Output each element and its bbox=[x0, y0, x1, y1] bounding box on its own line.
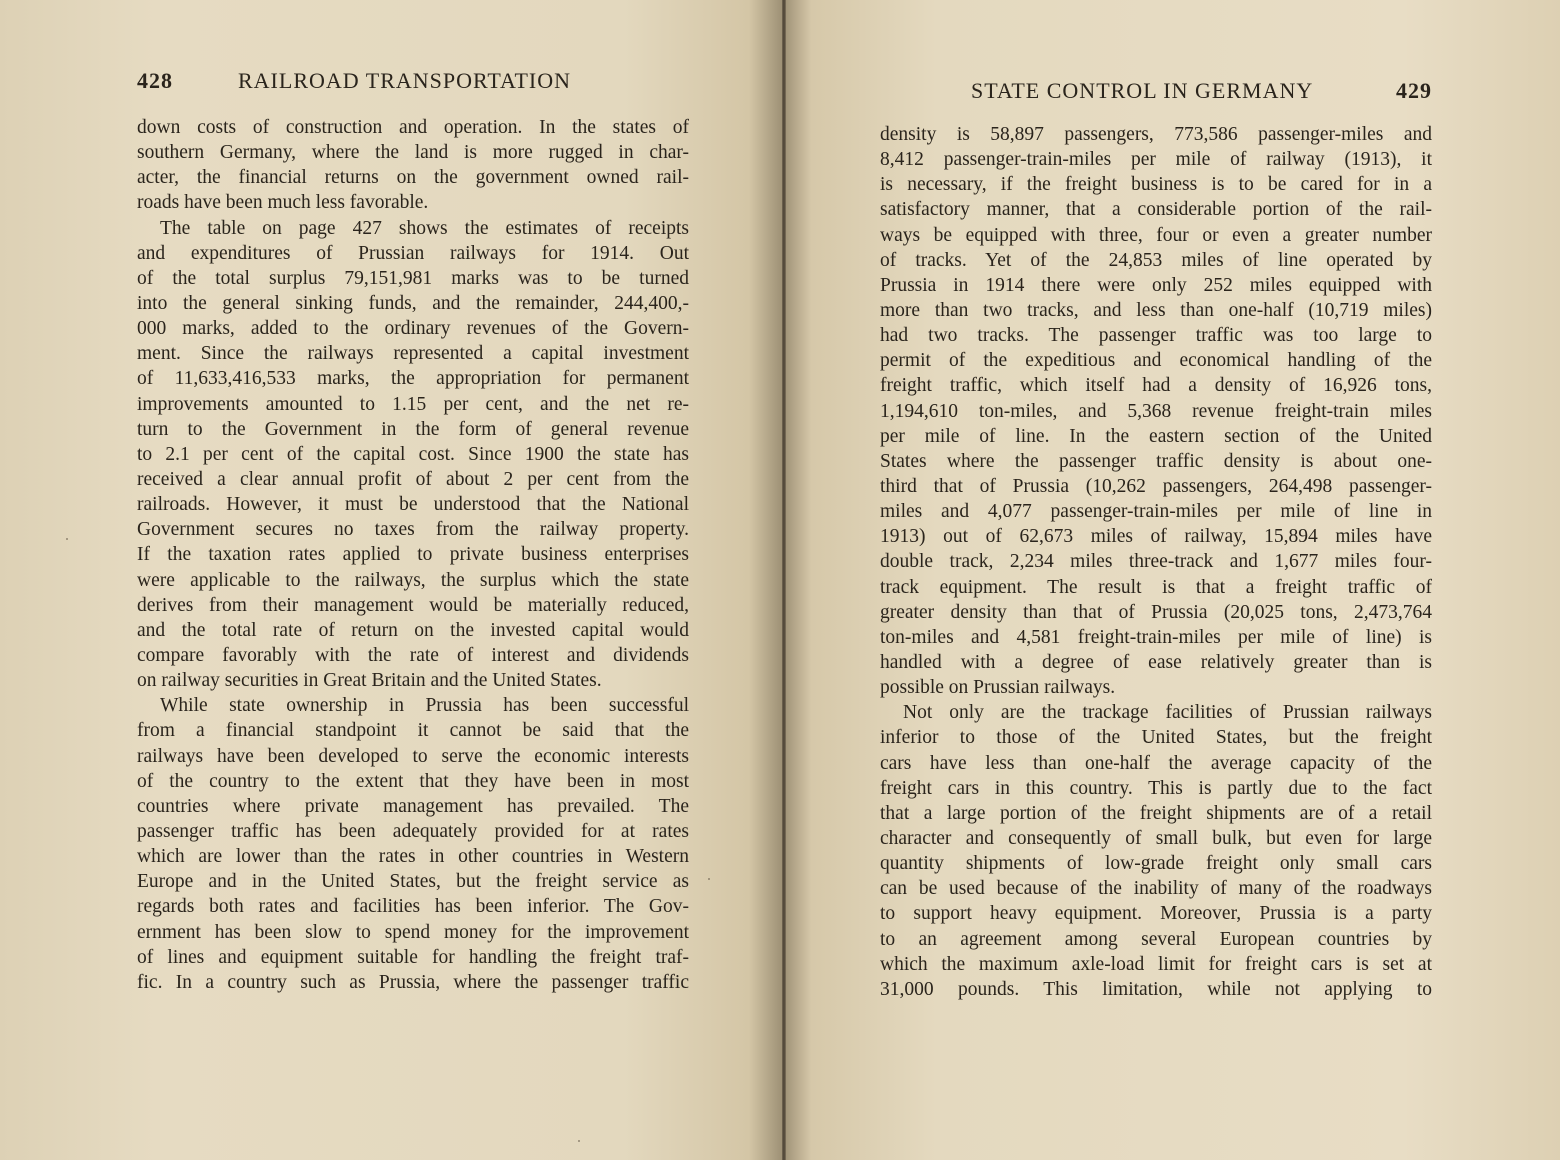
right-running-head: STATE CONTROL IN GERMANY bbox=[971, 78, 1314, 103]
paper-speck bbox=[578, 1140, 580, 1142]
text-line: ment. Since the railways represented a capital investment bbox=[137, 343, 689, 365]
left-page-number: 428 bbox=[137, 68, 173, 93]
text-line: freight traffic, which itself had a density of 16,926 tons, bbox=[880, 375, 1432, 397]
text-line: ways be equipped with three, four or even a greater number bbox=[880, 224, 1432, 246]
text-line: 1913) out of 62,673 miles of railway, 15,894 miles have bbox=[880, 526, 1432, 548]
text-line: track equipment. The result is that a freight traffic of bbox=[880, 576, 1432, 598]
text-line: derives from their management would be materially reduced, bbox=[137, 594, 689, 616]
text-line: fic. In a country such as Prussia, where the passenger traffic bbox=[137, 971, 689, 993]
right-page bbox=[788, 0, 1560, 1160]
text-line: had two tracks. The passenger traffic was too large to bbox=[880, 325, 1432, 347]
text-line: countries where private management has prevailed. The bbox=[137, 795, 689, 817]
text-line: greater density than that of Prussia (20,025 tons, 2,473,764 bbox=[880, 601, 1432, 623]
text-line: third that of Prussia (10,262 passengers, 264,498 passenger- bbox=[880, 475, 1432, 497]
text-line: to support heavy equipment. Moreover, Prussia is a party bbox=[880, 903, 1432, 925]
text-line: acter, the financial returns on the government owned rail- bbox=[137, 167, 689, 189]
text-line: roads have been much less favorable. bbox=[137, 192, 429, 214]
text-line: more than two tracks, and less than one-half (10,719 miles) bbox=[880, 299, 1432, 321]
text-line: ernment has been slow to spend money for the improvement bbox=[137, 921, 689, 943]
text-line: The table on page 427 shows the estimates of receipts bbox=[160, 217, 689, 239]
text-line: that a large portion of the freight shipments are of a retail bbox=[880, 802, 1432, 824]
text-line: satisfactory manner, that a considerable portion of the rail- bbox=[880, 199, 1432, 221]
text-line: quantity shipments of low-grade freight only small cars bbox=[880, 853, 1432, 875]
text-line: passenger traffic has been adequately provided for at rates bbox=[137, 820, 689, 842]
text-line: improvements amounted to 1.15 per cent, and the net re- bbox=[137, 393, 689, 415]
text-line: double track, 2,234 miles three-track and 1,677 miles four- bbox=[880, 551, 1432, 573]
text-line: per mile of line. In the eastern section of the United bbox=[880, 425, 1432, 447]
text-line: inferior to those of the United States, but the freight bbox=[880, 727, 1432, 749]
text-line: of 11,633,416,533 marks, the appropriation for permanent bbox=[137, 368, 689, 390]
text-line: If the taxation rates applied to private business enterprises bbox=[137, 544, 689, 566]
paper-speck bbox=[66, 538, 68, 540]
text-line: regards both rates and facilities has been inferior. The Gov- bbox=[137, 896, 689, 918]
text-line: of the country to the extent that they have been in most bbox=[137, 770, 689, 792]
text-line: Europe and in the United States, but the freight service as bbox=[137, 871, 689, 893]
text-line: 000 marks, added to the ordinary revenues of the Govern- bbox=[137, 318, 689, 340]
text-line: on railway securities in Great Britain and the United States. bbox=[137, 670, 602, 692]
text-line: Prussia in 1914 there were only 252 miles equipped with bbox=[880, 274, 1432, 296]
text-line: which are lower than the rates in other countries in Western bbox=[137, 846, 689, 868]
paper-speck bbox=[708, 878, 710, 880]
text-line: from a financial standpoint it cannot be said that the bbox=[137, 720, 689, 742]
text-line: of tracks. Yet of the 24,853 miles of line operated by bbox=[880, 249, 1432, 271]
left-running-head: RAILROAD TRANSPORTATION bbox=[238, 68, 572, 93]
text-line: southern Germany, where the land is more rugged in char- bbox=[137, 142, 689, 164]
text-line: possible on Prussian railways. bbox=[880, 677, 1116, 699]
text-line: ton-miles and 4,581 freight-train-miles per mile of line) is bbox=[880, 626, 1432, 648]
text-line: turn to the Government in the form of general revenue bbox=[137, 418, 689, 440]
text-line: compare favorably with the rate of interest and dividends bbox=[137, 644, 689, 666]
text-line: 1,194,610 ton-miles, and 5,368 revenue freight-train miles bbox=[880, 400, 1432, 422]
text-line: States where the passenger traffic density is about one- bbox=[880, 450, 1432, 472]
text-line: received a clear annual profit of about 2 per cent from the bbox=[137, 468, 689, 490]
text-line: of lines and equipment suitable for handling the freight traf- bbox=[137, 946, 689, 968]
text-line: 8,412 passenger-train-miles per mile of railway (1913), it bbox=[880, 149, 1432, 171]
text-line: and expenditures of Prussian railways for 1914. Out bbox=[137, 242, 689, 264]
text-line: handled with a degree of ease relatively greater than is bbox=[880, 651, 1432, 673]
text-line: railways have been developed to serve the economic interests bbox=[137, 745, 689, 767]
text-line: 31,000 pounds. This limitation, while not applying to bbox=[880, 978, 1432, 1000]
text-line: of the total surplus 79,151,981 marks was to be turned bbox=[137, 267, 689, 289]
text-line: Government secures no taxes from the railway property. bbox=[137, 519, 689, 541]
book-gutter bbox=[782, 0, 786, 1160]
text-line: permit of the expeditious and economical handling of the bbox=[880, 350, 1432, 372]
text-line: down costs of construction and operation. In the states of bbox=[137, 117, 689, 138]
text-line: cars have less than one-half the average capacity of the bbox=[880, 752, 1432, 774]
left-body-text bbox=[137, 115, 689, 995]
text-line: character and consequently of small bulk, but even for large bbox=[880, 827, 1432, 849]
text-line: which the maximum axle-load limit for freight cars is set at bbox=[880, 953, 1432, 975]
text-line: can be used because of the inability of many of the roadways bbox=[880, 878, 1432, 900]
text-line: into the general sinking funds, and the remainder, 244,400,- bbox=[137, 292, 689, 314]
text-line: freight cars in this country. This is partly due to the fact bbox=[880, 777, 1432, 799]
text-line: density is 58,897 passengers, 773,586 passenger-miles and bbox=[880, 124, 1432, 145]
text-line: miles and 4,077 passenger-train-miles per mile of line in bbox=[880, 501, 1432, 523]
text-line: railroads. However, it must be understood that the National bbox=[137, 494, 689, 516]
text-line: to an agreement among several European countries by bbox=[880, 928, 1432, 950]
text-line: were applicable to the railways, the surplus which the state bbox=[137, 569, 689, 591]
right-page-number: 429 bbox=[1396, 78, 1432, 103]
text-line: is necessary, if the freight business is to be cared for in a bbox=[880, 174, 1432, 196]
right-body-text bbox=[880, 122, 1432, 1002]
text-line: to 2.1 per cent of the capital cost. Since 1900 the state has bbox=[137, 443, 689, 465]
text-line: and the total rate of return on the invested capital would bbox=[137, 619, 689, 641]
text-line: Not only are the trackage facilities of Prussian railways bbox=[903, 702, 1432, 724]
text-line: While state ownership in Prussia has been successful bbox=[160, 695, 689, 717]
